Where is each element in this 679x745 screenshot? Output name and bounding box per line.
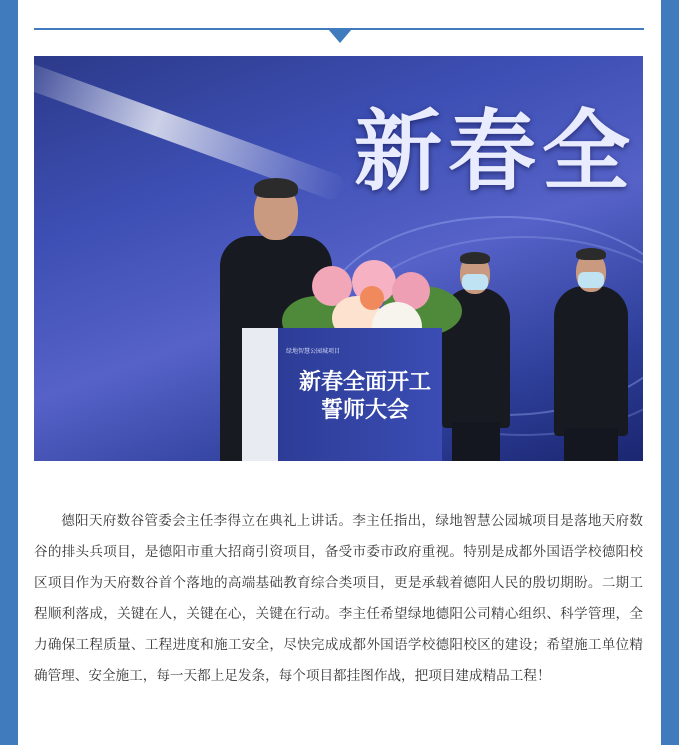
article-paragraph: 德阳天府数谷管委会主任李得立在典礼上讲话。李主任指出，绿地智慧公园城项目是落地天府数谷的排头兵项目，是德阳市重大招商引资项目，备受市委市政府重视。特别是成都外国语学校德阳校区项目作为天府数谷首个落地的高端基础教育综合类项目，更是承载着德阳人民的殷切期盼。二期工程顺利落成，关键在人，关键在心，关键在行动。李主任希望绿地德阳公司精心组织、科学管理，全力确保工程质量、工程进度和施工安全，尽快完成成都外国语学校德阳校区的建设；希望施工单位精确管理、安全施工，每一天都上足发条，每个项目都挂图作战，把项目建成精品工程！ (34, 513, 643, 684)
ceremony-photo (34, 56, 643, 461)
divider-arrow-icon (328, 29, 352, 43)
face-mask (578, 272, 604, 288)
podium-title: 新春全面开工 誓师大会 (298, 369, 431, 423)
right-accent-bar (661, 0, 679, 745)
backdrop-banner-title: 新春全 (354, 99, 637, 203)
left-accent-bar (0, 0, 18, 745)
podium (242, 328, 442, 461)
podium-caption: 绿地智慧公园城项目 (286, 348, 341, 355)
light-beam (34, 56, 348, 203)
